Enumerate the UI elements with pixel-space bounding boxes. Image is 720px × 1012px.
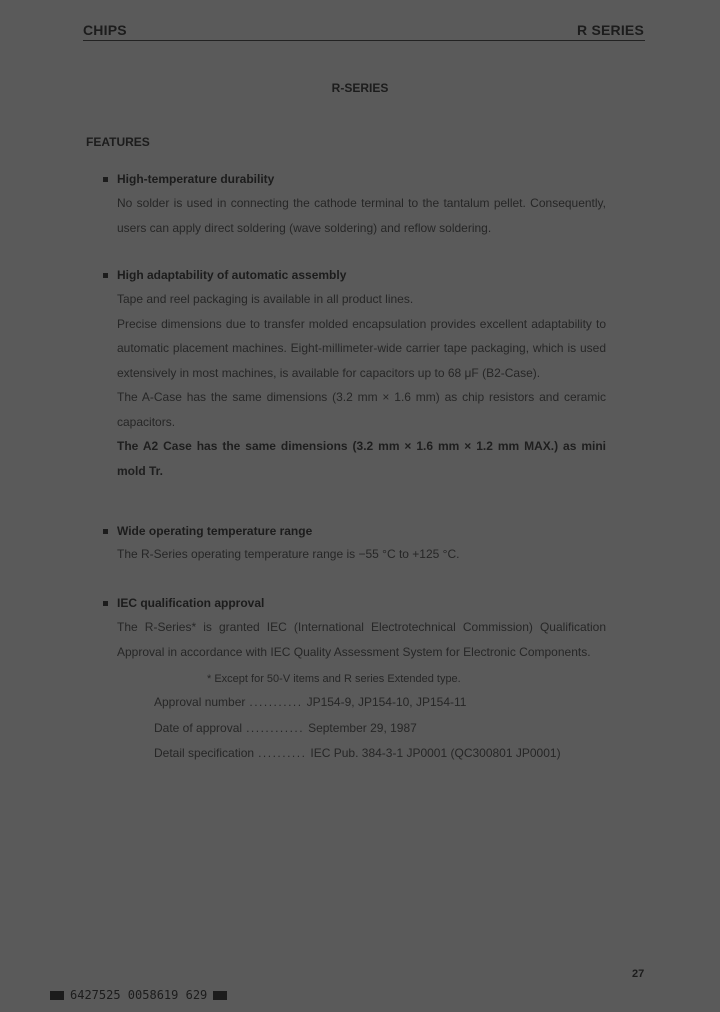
page-title: R-SERIES [331,81,389,95]
section-body-durability [117,191,606,240]
features-heading: FEATURES [86,135,150,149]
header-right-label: R SERIES [577,22,644,38]
detail-leader: .......... [258,746,307,760]
page-number: 27 [632,968,645,980]
detail-row-date-of-approval [154,716,417,741]
detail-value: IEC Pub. 384-3-1 JP0001 (QC300801 JP0001) [310,746,561,760]
paragraph: Tape and reel packaging is available in all product lines. [117,292,414,306]
detail-value: September 29, 1987 [308,721,417,735]
paragraph: The R-Series* is granted IEC (International Electrotechnical Commission) Qualification Approval in accordance with IEC Quality Assessment System for Electronic Components. [117,620,606,659]
detail-leader: ........... [249,695,303,709]
detail-label: Approval number [154,695,246,709]
detail-label: Date of approval [154,721,243,735]
detail-label: Detail specification [154,746,255,760]
barcode-text: 6427525 0058619 629 [70,988,208,1002]
section-heading-durability: High-temperature durability [117,172,275,186]
header-left-label: CHIPS [83,22,127,38]
bullet-icon [103,177,108,182]
detail-row-approval-number [154,690,466,715]
paragraph: The A-Case has the same dimensions (3.2 mm × 1.6 mm) as chip resistors and ceramic capacitors. [117,390,606,429]
barcode-block-icon [213,991,227,1000]
bullet-icon [103,601,108,606]
detail-row-detail-specification [154,741,561,766]
section-heading-iec-approval: IEC qualification approval [117,596,265,610]
paragraph-bold: The A2 Case has the same dimensions (3.2 mm × 1.6 mm × 1.2 mm MAX.) as mini mold Tr. [117,439,606,478]
section-heading-automatic-assembly: High adaptability of automatic assembly [117,268,347,282]
bullet-icon [103,529,108,534]
section-heading-temperature-range: Wide operating temperature range [117,524,313,538]
header-rule [83,40,645,41]
detail-value: JP154-9, JP154-10, JP154-11 [306,695,467,709]
section-body-temperature-range [117,542,606,567]
paragraph: Precise dimensions due to transfer molded encapsulation provides excellent adaptability to automatic placement machines. Eight-millimeter-wide carrier tape packaging, which is used extensively in most machines, is available for capacitors up to 68 μF (B2-Case). [117,316,606,380]
barcode-block-icon [50,991,64,1000]
paragraph: The R-Series operating temperature range is −55 °C to +125 °C. [117,547,460,561]
barcode-row [50,988,227,1002]
paragraph: No solder is used in connecting the cathode terminal to the tantalum pellet. Consequently, users can apply direct soldering (wave soldering) and reflow soldering. [117,196,606,235]
footnote: * Except for 50-V items and R series Extended type. [207,673,461,685]
bullet-icon [103,273,108,278]
section-body-iec-approval [117,615,606,664]
detail-leader: ............ [246,721,305,735]
section-body-automatic-assembly [117,287,606,483]
